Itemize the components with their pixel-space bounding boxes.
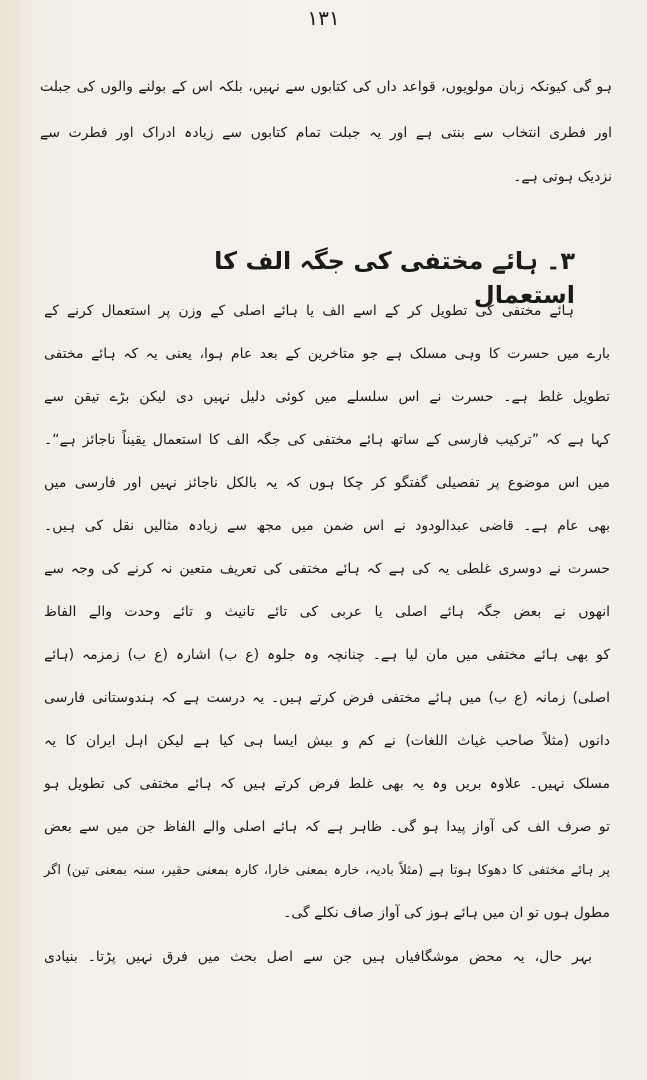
text-line: نزدیک ہوتی ہے۔ bbox=[513, 169, 612, 185]
text-line: کہا ہے کہ ”ترکیب فارسی کے ساتھ ہائے مختفی کی جگہ الف کا استعمال یقیناً ناجائز ہے“۔ bbox=[44, 432, 610, 448]
page-number: ۱۳۱ bbox=[307, 6, 340, 30]
text-line: ہائے مختفی کی تطویل کر کے اسے الف یا ہائے اصلی کے وزن پر استعمال کرنے کے bbox=[44, 303, 574, 319]
text-line: دانوں (مثلاً صاحب غیاث اللغات) نے کم و بیش ایسا ہی کیا ہے لیکن اہل ایران کا یہ bbox=[44, 733, 610, 749]
text-line: انھوں نے بعض جگہ ہائے اصلی یا عربی کی تائے تانیث و تائے وحدت والے الفاظ bbox=[44, 604, 610, 620]
text-line: میں اس موضوع پر تفصیلی گفتگو کر چکا ہوں کہ یہ بالکل ناجائز نہیں اور فارسی میں bbox=[44, 475, 610, 491]
text-line: اصلی) زمانہ (ع ب) میں ہائے مختفی فرض کرتے ہیں۔ یہ درست ہے کہ ہندوستانی فارسی bbox=[44, 690, 610, 706]
text-line: بہر حال، یہ محض موشگافیاں ہیں جن سے اصل بحث میں فرق نہیں پڑتا۔ بنیادی bbox=[44, 949, 592, 965]
text-line: بارے میں حسرت کا وہی مسلک ہے جو متاخرین کے بعد عام ہوا، یعنی یہ کہ ہائے مختفی bbox=[44, 346, 610, 362]
text-line: مطول ہوں تو ان میں ہائے ہوز کی آواز صاف نکلے گی۔ bbox=[283, 905, 610, 921]
text-line: حسرت نے دوسری غلطی یہ کی ہے کہ ہائے مختفی کی تعریف متعین نہ کرنے کی وجہ سے bbox=[44, 561, 610, 577]
text-line: تو صرف الف کی آواز پیدا ہو گی۔ ظاہر ہے کہ ہائے اصلی والے الفاظ جن میں سے بعض bbox=[44, 819, 610, 835]
text-line: کو بھی ہائے مختفی میں مان لیا ہے۔ چنانچہ وہ جلوہ (ع ب) اشارہ (ع ب) زمزمہ (ہائے bbox=[44, 647, 610, 663]
text-line: مسلک نہیں۔ علاوہ بریں وہ یہ بھی غلط فرض کرتے ہیں کہ ہائے مختفی کی تطویل ہو bbox=[44, 776, 610, 792]
text-line: تطویل غلط ہے۔ حسرت نے اس سلسلے میں کوئی دلیل نہیں دی لیکن بڑے تیقن سے bbox=[44, 389, 610, 405]
text-line: اور فطری انتخاب سے بنتی ہے اور یہ جبلت تمام کتابوں سے زیادہ ادراک اور فطرت سے bbox=[40, 125, 612, 141]
section-heading: ۳۔ ہائے مختفی کی جگہ الف کا استعمال bbox=[214, 247, 575, 309]
text-line: پر ہائے مختفی کا دھوکا ہوتا ہے (مثلاً بادیہ، خارہ بمعنی خارا، کارہ بمعنی حقیر، سنہ بمعنی تین) اگر bbox=[44, 863, 610, 878]
text-line: بھی عام ہے۔ قاضی عبدالودود نے اس ضمن میں مجھ سے زیادہ مثالیں نقل کی ہیں۔ bbox=[44, 518, 610, 534]
text-line: ہو گی کیونکہ زبان مولویوں، قواعد داں کی کتابوں سے نہیں، بلکہ اس کے بولنے والوں کی جبلت bbox=[40, 79, 612, 95]
